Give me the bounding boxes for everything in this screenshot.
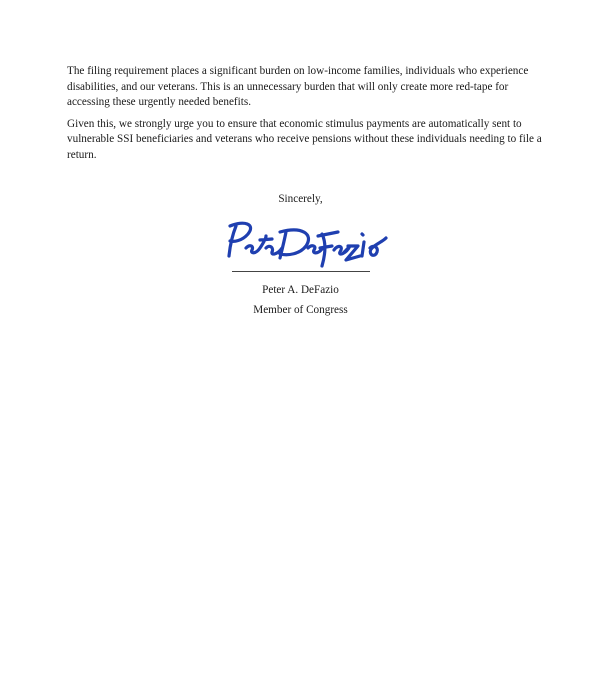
signer-title: Member of Congress [253, 304, 348, 316]
closing-salutation: Sincerely, [278, 193, 323, 205]
signer-name: Peter A. DeFazio [262, 284, 339, 296]
paragraph-urge-automatic-payments: Given this, we strongly urge you to ensure that economic stimulus payments are automatically sent to vulnerable SSI beneficiaries and veterans who receive pensions without these individuals needing to file a return. [67, 117, 542, 161]
paragraph-filing-burden: The filing requirement places a significant burden on low-income families, individuals who experience disabilities, and our veterans. This is an unnecessary burden that will only create more red-tape for accessing these urgently needed benefits. [67, 65, 529, 108]
letter-body [67, 64, 542, 169]
signature-line [232, 271, 370, 272]
handwritten-signature [222, 212, 388, 272]
